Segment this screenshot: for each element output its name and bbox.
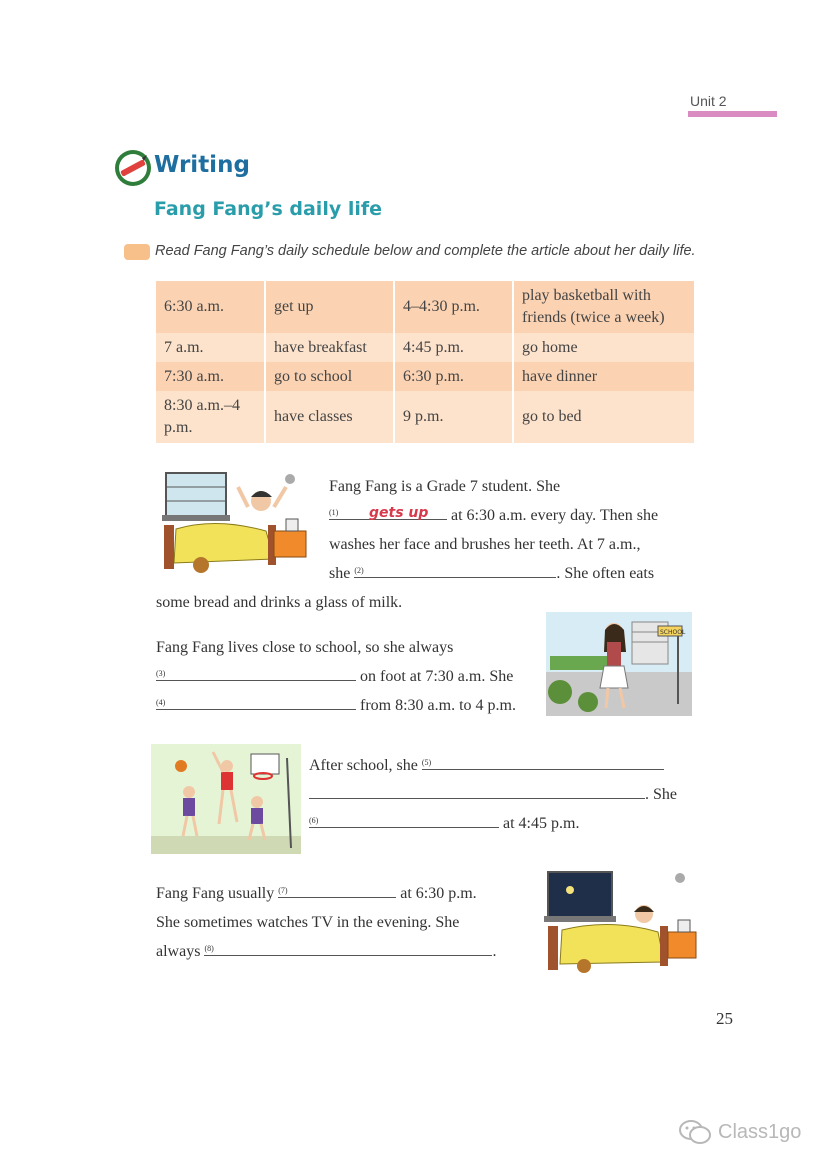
para3-line1 <box>309 751 664 780</box>
para1-line4 <box>329 559 654 588</box>
time-cell: 7:30 a.m. <box>156 362 265 391</box>
para4-line1 <box>156 879 477 908</box>
instruction-badge <box>124 244 150 260</box>
basketball-illustration <box>151 744 301 854</box>
para1-line1: Fang Fang is a Grade 7 student. She <box>329 478 561 495</box>
para1-line4-before: she <box>329 565 351 582</box>
para2-line3 <box>156 691 516 720</box>
para2-line3-text: from 8:30 a.m. to 4 p.m. <box>360 697 516 714</box>
para2-line2-text: on foot at 7:30 a.m. She <box>360 668 514 685</box>
para3-line2 <box>309 780 677 809</box>
activity-cell: have classes <box>265 391 394 443</box>
blank-number: (3) <box>156 669 166 678</box>
unit-bar <box>688 111 777 117</box>
para2-line1: Fang Fang lives close to school, so she always <box>156 639 454 656</box>
instruction-text: Read Fang Fang’s daily schedule below and complete the article about her daily life. <box>155 243 696 259</box>
girl-walking-to-school-illustration <box>546 612 692 716</box>
blank-7[interactable] <box>278 879 396 898</box>
blank-number: (1) <box>329 508 339 517</box>
para2-line2 <box>156 662 513 691</box>
blank-1[interactable] <box>329 501 447 520</box>
blank-3[interactable] <box>156 662 356 681</box>
para1-line2-text: at 6:30 a.m. every day. Then she <box>451 507 659 524</box>
time-cell: 4:45 p.m. <box>394 333 513 362</box>
para1-line5: some bread and drinks a glass of milk. <box>156 594 403 611</box>
blank-number: (5) <box>421 758 432 767</box>
time-cell: 9 p.m. <box>394 391 513 443</box>
time-cell: 8:30 a.m.–4 p.m. <box>156 391 265 443</box>
table-row <box>156 281 694 333</box>
para1-line3: washes her face and brushes her teeth. At 7 a.m., <box>329 536 641 553</box>
para1-line4-after: . She often eats <box>556 565 655 582</box>
watermark-text: Class1go <box>718 1120 802 1143</box>
blank-6[interactable] <box>309 809 499 828</box>
schedule-table <box>156 281 694 443</box>
blank-5-continued[interactable] <box>309 780 645 799</box>
para4-line1-before: Fang Fang usually <box>156 885 275 902</box>
para4-line1-after: at 6:30 p.m. <box>400 885 477 902</box>
activity-cell: go to school <box>265 362 394 391</box>
section-subtitle: Fang Fang’s daily life <box>154 198 383 220</box>
para4-line2: She sometimes watches TV in the evening. She <box>156 914 460 931</box>
para3-line3 <box>309 809 579 838</box>
section-title: Writing <box>154 152 250 178</box>
table-row <box>156 391 694 443</box>
para3-line3-text: at 4:45 p.m. <box>503 815 580 832</box>
activity-cell: have dinner <box>513 362 694 391</box>
blank-number: (6) <box>309 816 319 825</box>
blank-2[interactable] <box>354 559 556 578</box>
school-sign-text: SCHOOL <box>660 629 686 636</box>
para1-line2 <box>329 501 658 530</box>
page-number: 25 <box>716 1009 733 1028</box>
blank-number: (7) <box>278 886 288 895</box>
table-row <box>156 333 694 362</box>
sample-answer: gets up <box>369 505 429 521</box>
activity-cell: have breakfast <box>265 333 394 362</box>
blank-number: (2) <box>354 566 364 575</box>
para4-line3-after: . <box>492 943 497 960</box>
blank-number: (8) <box>204 944 214 953</box>
time-cell: 6:30 p.m. <box>394 362 513 391</box>
blank-number: (4) <box>156 698 166 707</box>
para3-line1-before: After school, she <box>309 757 418 774</box>
blank-4[interactable] <box>156 691 356 710</box>
time-cell: 4–4:30 p.m. <box>394 281 513 333</box>
watermark <box>678 1119 801 1145</box>
time-cell: 7 a.m. <box>156 333 265 362</box>
girl-waking-up-illustration <box>156 467 316 579</box>
activity-cell: go to bed <box>513 391 694 443</box>
activity-cell: play basketball with friends (twice a week) <box>513 281 694 333</box>
table-row <box>156 362 694 391</box>
para3-line2-text: . She <box>645 786 677 803</box>
time-cell: 6:30 a.m. <box>156 281 265 333</box>
activity-cell: get up <box>265 281 394 333</box>
para4-line3-before: always <box>156 943 201 960</box>
para4-line3 <box>156 937 496 966</box>
wechat-icon <box>678 1119 712 1145</box>
blank-8[interactable] <box>204 937 492 956</box>
writing-icon <box>113 148 153 188</box>
unit-label: Unit 2 <box>690 93 727 109</box>
girl-sleeping-illustration <box>540 866 700 978</box>
activity-cell: go home <box>513 333 694 362</box>
blank-5[interactable] <box>422 751 664 770</box>
